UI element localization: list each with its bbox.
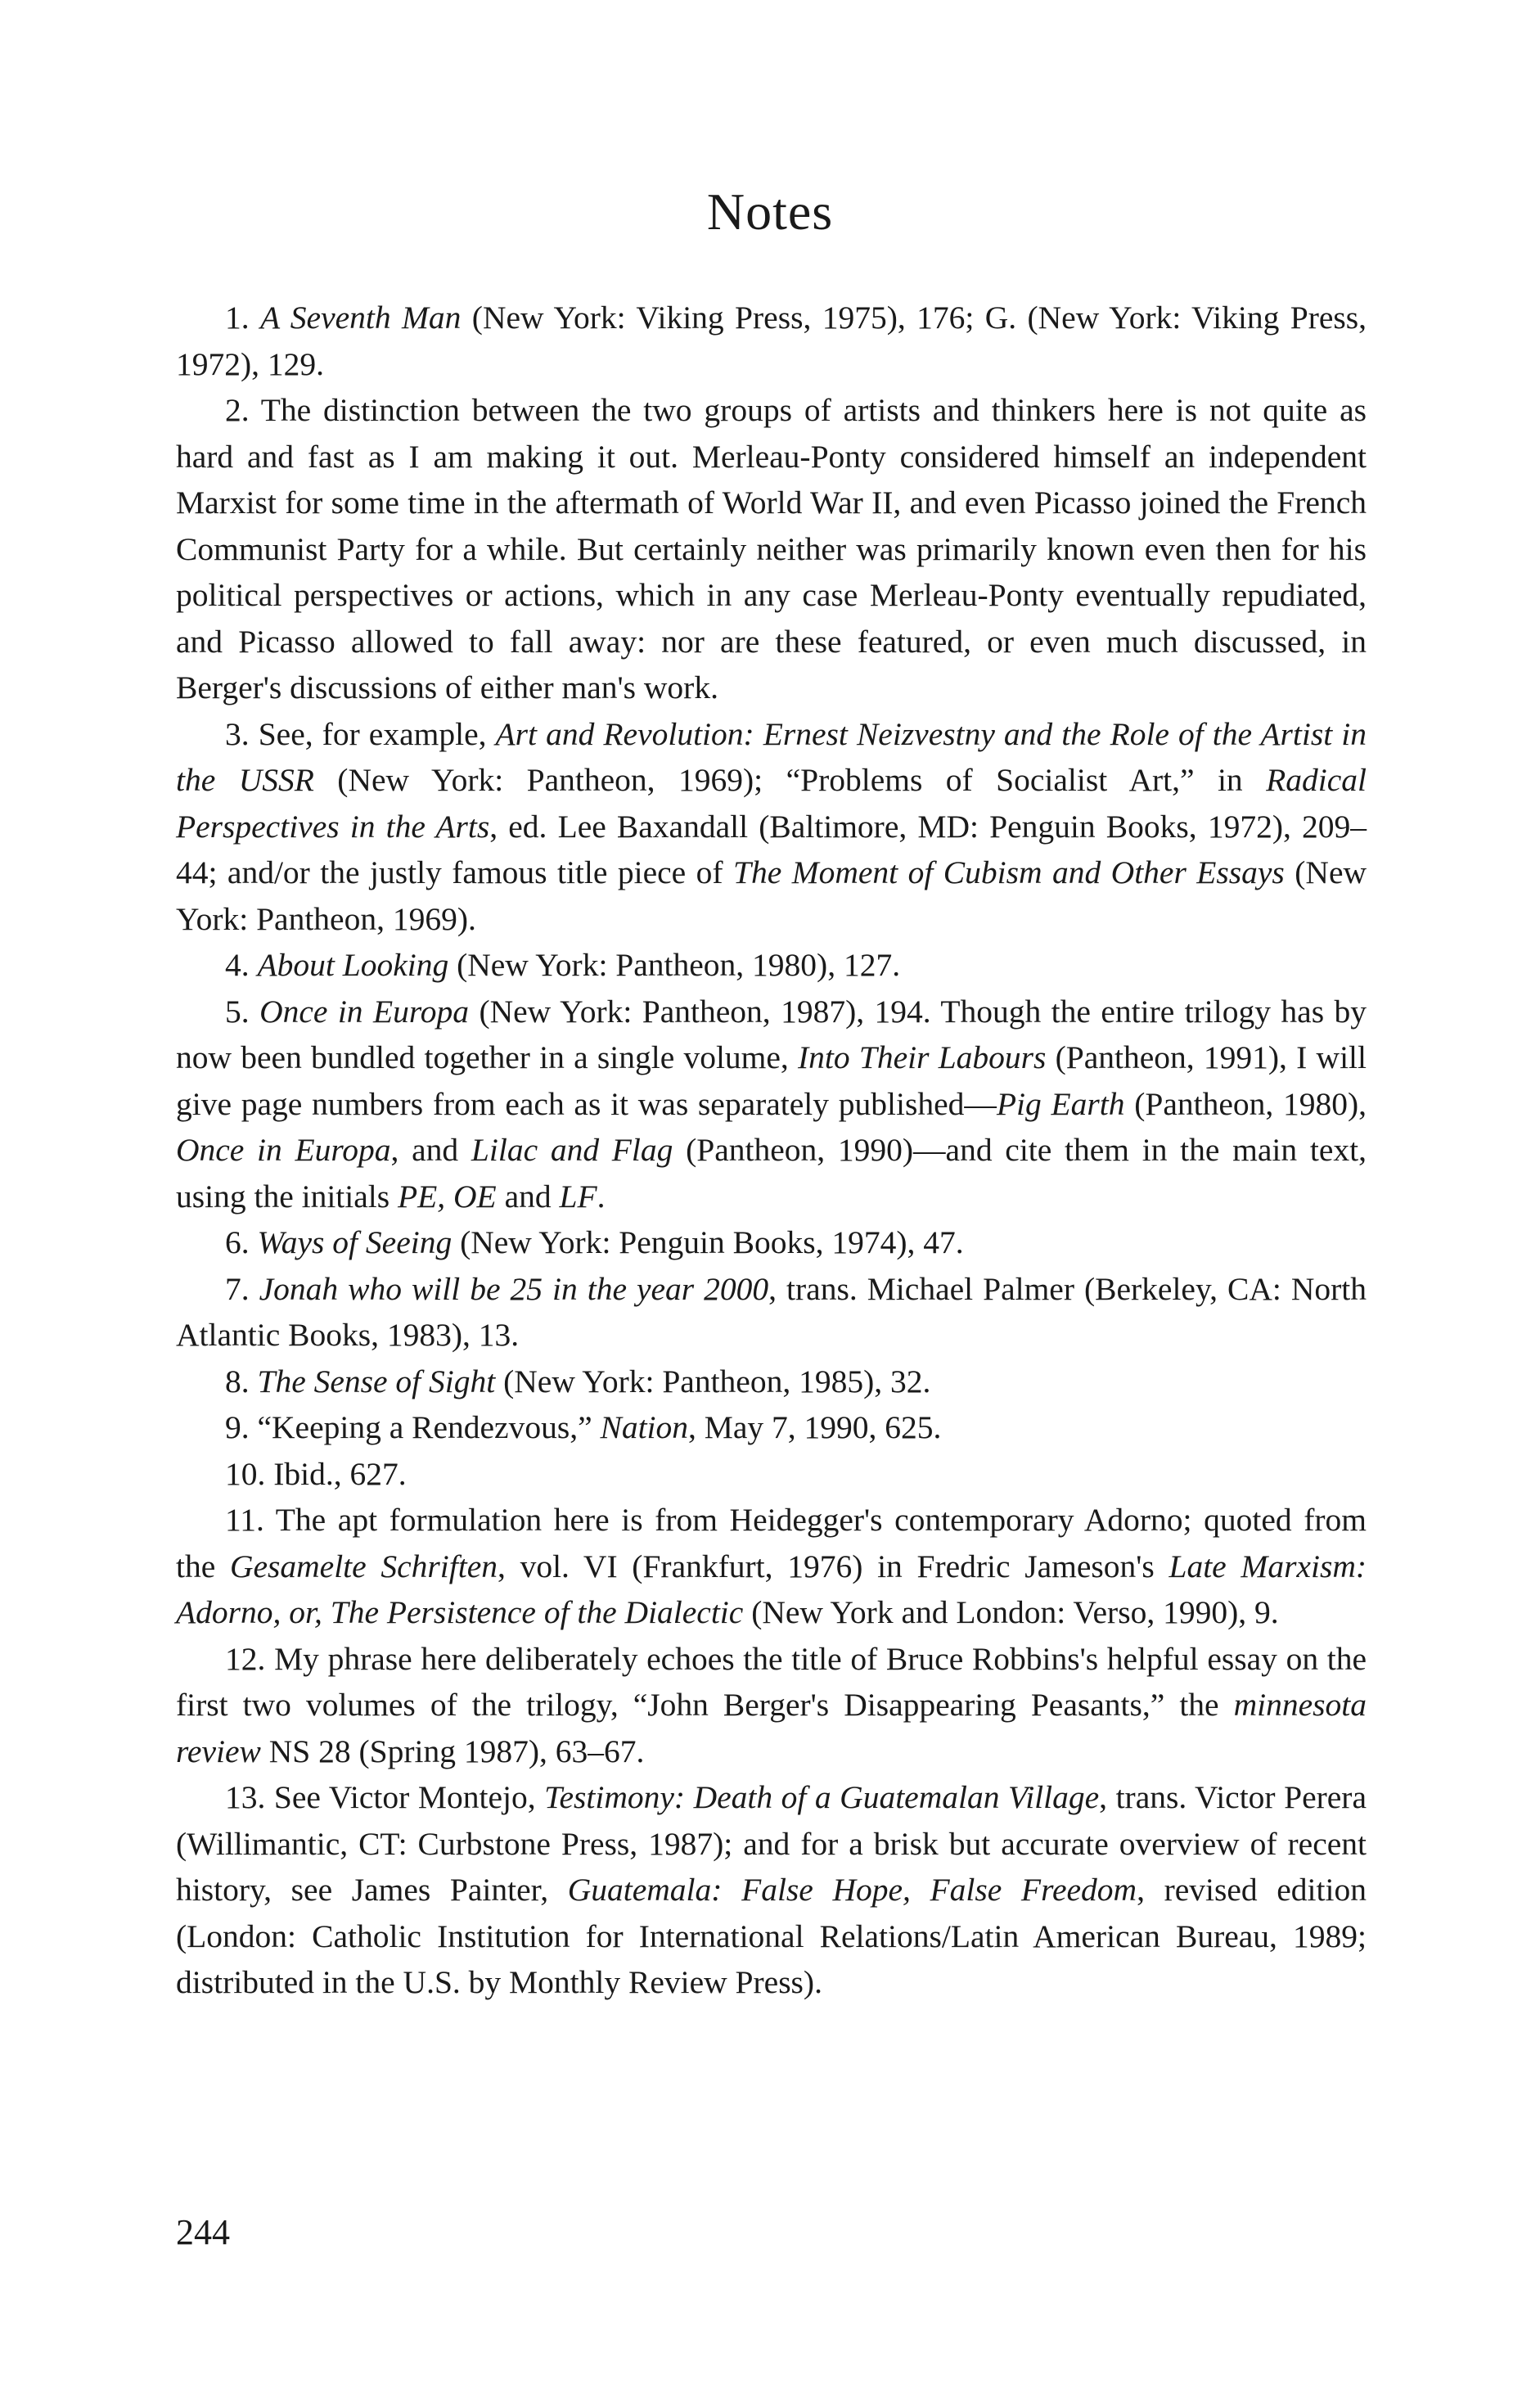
- note-title-italic: Into Their Labours: [798, 1039, 1047, 1075]
- note-text: (New York: Pantheon, 1985), 32.: [495, 1363, 931, 1399]
- note-item: [176, 1451, 1367, 1498]
- note-number: 4.: [225, 947, 250, 983]
- note-number: 3.: [225, 715, 250, 752]
- note-number: 13.: [225, 1779, 266, 1815]
- note-title-italic: minnesota review: [176, 1687, 1367, 1769]
- note-title-italic: Once in Europa: [259, 993, 470, 1030]
- note-number: 7.: [225, 1270, 250, 1307]
- note-text: See Victor Montejo,: [273, 1779, 545, 1815]
- note-text: (New York: Pantheon, 1987), 194. Though the entire trilogy has by now been bundled together in a single volume,: [176, 993, 1367, 1075]
- note-title-italic: Once in Europa: [176, 1132, 391, 1168]
- note-text: NS 28 (Spring 1987), 63–67.: [260, 1733, 645, 1769]
- note-text: , vol. VI (Frankfurt, 1976) in Fredric Jameson's: [498, 1548, 1169, 1584]
- note-number: 9.: [225, 1409, 250, 1445]
- note-text: “Keeping a Rendezvous,”: [257, 1409, 601, 1445]
- note-number: 8.: [225, 1363, 250, 1399]
- note-item: [176, 1266, 1367, 1359]
- note-item: [176, 295, 1367, 387]
- note-number: 10.: [225, 1455, 266, 1492]
- page-title: Notes: [706, 183, 834, 241]
- note-number: 1.: [225, 300, 250, 336]
- note-title-italic: Jonah who will be 25 in the year 2000: [259, 1270, 769, 1307]
- note-text: (New York: Viking Press, 1975), 176; G. (New York: Viking Press, 1972), 129.: [176, 300, 1367, 382]
- note-text: (New York and London: Verso, 1990), 9.: [743, 1594, 1279, 1630]
- note-text: .: [597, 1178, 606, 1215]
- note-title-italic: Art and Revolution: Ernest Neizvestny and the Role of the Artist in the USSR: [176, 715, 1367, 798]
- note-item: [176, 989, 1367, 1220]
- note-title-italic: Lilac and Flag: [471, 1132, 673, 1168]
- note-text: , and: [390, 1132, 471, 1168]
- note-text: , ed. Lee Baxandall (Baltimore, MD: Penguin Books, 1972), 209–44; and/or the justly famous title piece of: [176, 808, 1367, 890]
- note-title-italic: LF: [559, 1178, 597, 1215]
- note-item: [176, 1774, 1367, 2006]
- note-text: Ibid., 627.: [273, 1455, 407, 1492]
- note-title-italic: About Looking: [257, 947, 449, 983]
- note-text: (New York: Pantheon, 1969).: [176, 854, 1367, 937]
- note-item: [176, 942, 1367, 989]
- note-title-italic: Pig Earth: [996, 1085, 1125, 1122]
- note-number: 12.: [225, 1640, 266, 1677]
- note-item: [176, 711, 1367, 943]
- note-title-italic: The Sense of Sight: [257, 1363, 496, 1399]
- note-title-italic: The Moment of Cubism and Other Essays: [733, 854, 1285, 890]
- note-item: [176, 1404, 1367, 1451]
- note-text: (New York: Pantheon, 1969); “Problems of Socialist Art,” in: [313, 762, 1267, 798]
- note-title-italic: PE, OE: [398, 1178, 497, 1215]
- note-title-italic: A Seventh Man: [260, 300, 462, 336]
- note-text: , trans. Michael Palmer (Berkeley, CA: North Atlantic Books, 1983), 13.: [176, 1270, 1367, 1353]
- note-number: 11.: [225, 1502, 264, 1538]
- note-text: (Pantheon, 1990)—and cite them in the main text, using the initials: [176, 1132, 1367, 1215]
- note-text: , trans. Victor Perera (Willimantic, CT: Curbstone Press, 1987); and for a brisk but accurate overview of recent history, see James Painter,: [176, 1779, 1367, 1908]
- note-text: The apt formulation here is from Heidegger's contemporary Adorno; quoted from the: [176, 1502, 1367, 1584]
- note-text: See, for example,: [258, 715, 496, 752]
- note-title-italic: Testimony: Death of a Guatemalan Village: [544, 1779, 1100, 1815]
- note-number: 6.: [225, 1224, 250, 1260]
- note-text: (Pantheon, 1991), I will give page numbers from each as it was separately published—: [176, 1039, 1367, 1122]
- note-title-italic: Guatemala: False Hope, False Freedom: [567, 1872, 1137, 1908]
- note-item: [176, 1359, 1367, 1405]
- note-item: [176, 1497, 1367, 1636]
- note-title-italic: Ways of Seeing: [257, 1224, 453, 1260]
- note-text: (New York: Penguin Books, 1974), 47.: [452, 1224, 964, 1260]
- note-text: The distinction between the two groups of artists and thinkers here is not quite as hard and fast as I am making it out. Merleau-Ponty considered himself an independent Marxist for some time in the aftermath of World War II, and even Picasso joined the French Communist Party for a while. But certainly neither was primarily known even then for his political perspectives or actions, which in any case Merleau-Ponty eventually repudiated, and Picasso allowed to fall away: nor are these featured, or even much discussed, in Berger's discussions of either man's work.: [176, 392, 1367, 705]
- notes-list: [176, 295, 1367, 2006]
- note-text: (Pantheon, 1980),: [1124, 1085, 1367, 1122]
- page-number: 244: [176, 2212, 230, 2252]
- note-text: , revised edition (London: Catholic Institution for International Relations/Latin American Bureau, 1989; distributed in the U.S. by Monthly Review Press).: [176, 1872, 1367, 2000]
- note-text: (New York: Pantheon, 1980), 127.: [448, 947, 901, 983]
- note-title-italic: Late Marxism: Adorno, or, The Persistence of the Dialectic: [176, 1548, 1367, 1630]
- note-text: My phrase here deliberately echoes the title of Bruce Robbins's helpful essay on the first two volumes of the trilogy, “John Berger's Disappearing Peasants,” the: [176, 1640, 1367, 1723]
- note-item: [176, 1219, 1367, 1266]
- note-title-italic: Nation: [600, 1409, 689, 1445]
- note-text: , May 7, 1990, 625.: [688, 1409, 942, 1445]
- note-item: [176, 1636, 1367, 1775]
- note-text: and: [496, 1178, 560, 1215]
- note-title-italic: Gesamelte Schriften: [229, 1548, 498, 1584]
- note-item: [176, 387, 1367, 711]
- note-title-italic: Radical Perspectives in the Arts: [176, 762, 1367, 845]
- note-number: 5.: [225, 993, 250, 1030]
- note-number: 2.: [225, 392, 250, 428]
